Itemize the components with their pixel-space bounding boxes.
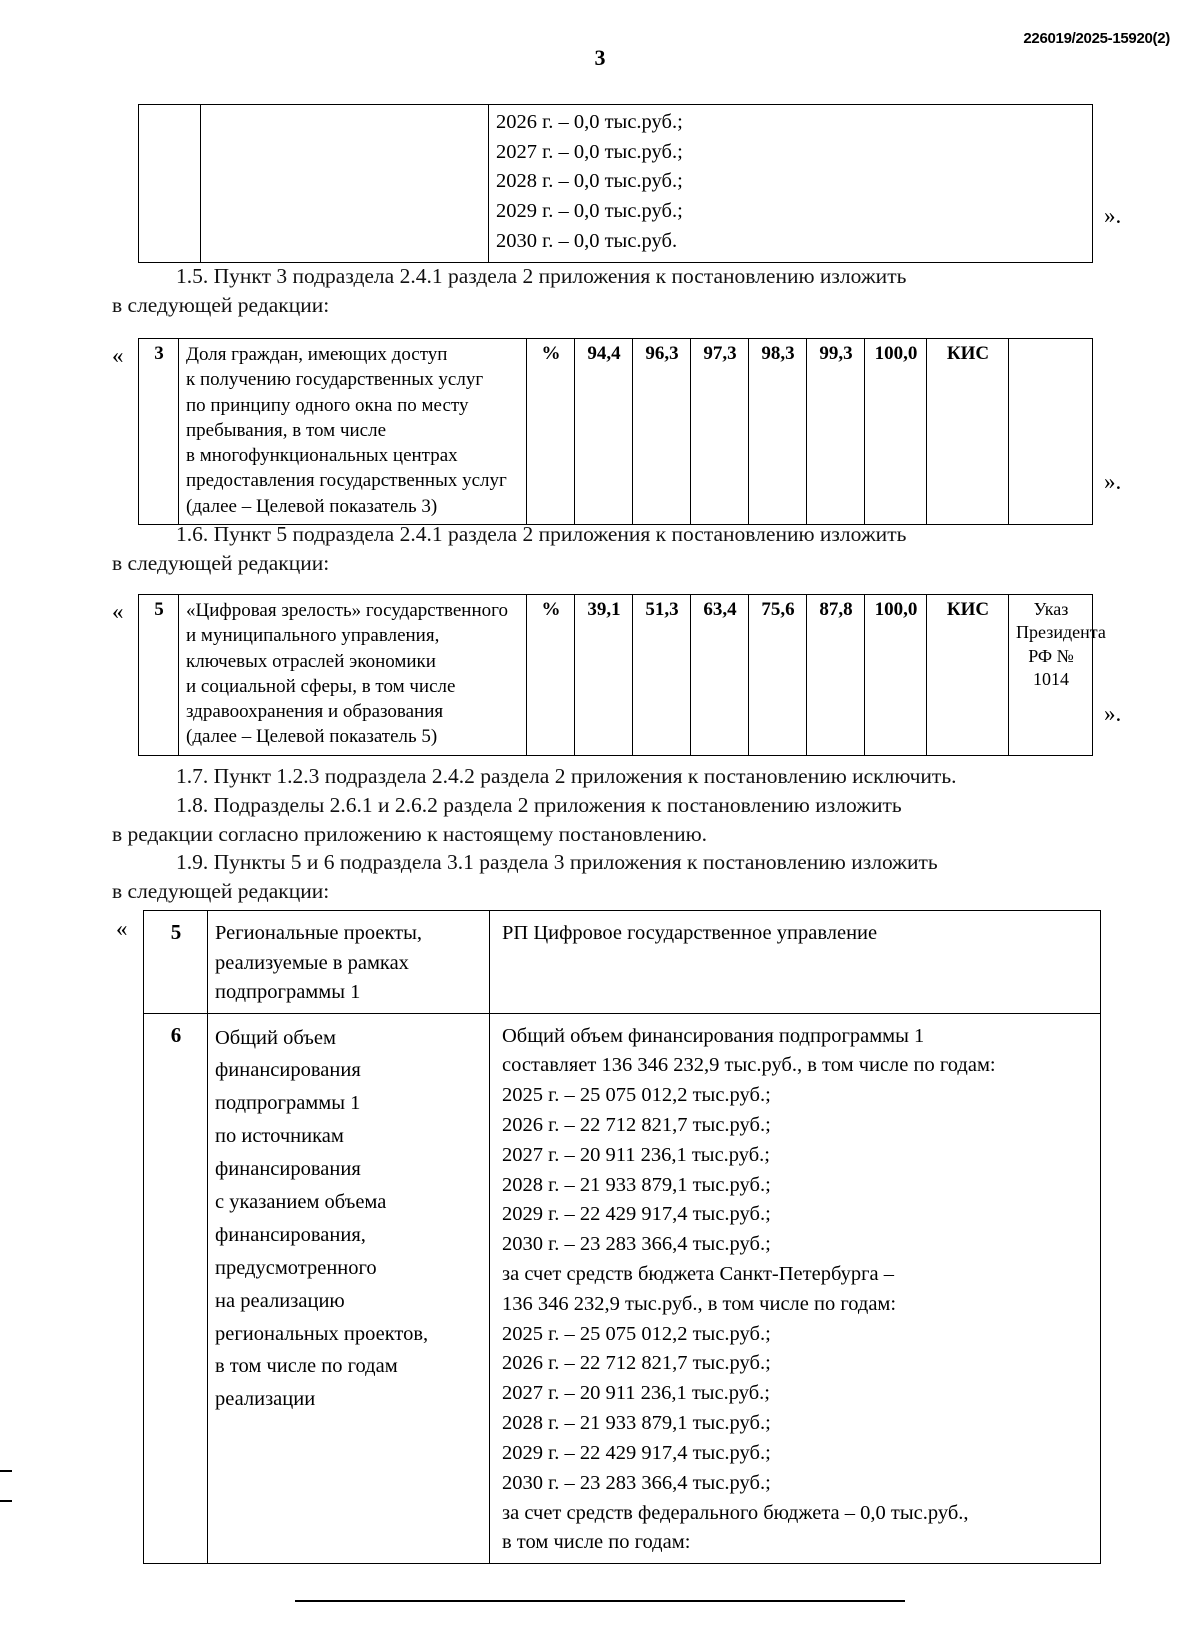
section-1-8-line-1: 1.8. Подразделы 2.6.1 и 2.6.2 раздела 2 приложения к постановлению изложить	[176, 792, 902, 817]
cell-row-number: 6	[144, 1013, 208, 1564]
value-line: составляет 136 346 232,9 тыс.руб., в том числе по годам:	[502, 1054, 996, 1077]
cell-source: КИС	[927, 339, 1009, 525]
cell-row-label	[208, 1013, 490, 1564]
cell-value-2026: 96,3	[633, 339, 691, 525]
section-1-9-line-1: 1.9. Пункты 5 и 6 подраздела 3.1 раздела 3 приложения к постановлению изложить	[176, 850, 938, 875]
table-continuation-wrapper	[138, 104, 1093, 263]
quote-open-indicator-5: «	[112, 599, 124, 624]
indicator-name-line: (далее – Целевой показатель 5)	[186, 726, 438, 748]
section-1-7: 1.7. Пункт 1.2.3 подраздела 2.4.2 раздела 2 приложения к постановлению исключить.	[176, 764, 957, 788]
table-indicator-3	[138, 338, 1093, 525]
quote-close-top: ».	[1104, 203, 1122, 228]
value-line: 2029 г. – 22 429 917,4 тыс.руб.;	[502, 1441, 771, 1464]
value-line: 2027 г. – 20 911 236,1 тыс.руб.;	[502, 1382, 771, 1405]
basis-line: Президента	[1016, 622, 1106, 643]
label-line: Общий объем	[215, 1026, 336, 1049]
indicator-name-line: к получению государственных услуг	[186, 369, 484, 391]
value-line: 2026 г. – 22 712 821,7 тыс.руб.;	[502, 1113, 771, 1136]
amount-line: 2029 г. – 0,0 тыс.руб.;	[496, 200, 683, 223]
value-line: 2030 г. – 23 283 366,4 тыс.руб.;	[502, 1233, 771, 1256]
value-line: 136 346 232,9 тыс.руб., в том числе по годам:	[502, 1292, 897, 1315]
indicator-name-line: по принципу одного окна по месту	[186, 394, 469, 416]
cell-value-2029: 99,3	[807, 339, 865, 525]
value-line: 2025 г. – 25 075 012,2 тыс.руб.;	[502, 1322, 771, 1345]
table-row-6	[144, 1013, 1101, 1564]
value-line: 2028 г. – 21 933 879,1 тыс.руб.;	[502, 1173, 771, 1196]
section-1-6-line-2: в следующей редакции:	[112, 550, 330, 575]
cell-row-value	[490, 1013, 1101, 1564]
cell-value-2027: 63,4	[691, 595, 749, 756]
quote-close-indicator-5: ».	[1104, 701, 1122, 726]
cell-source: КИС	[927, 595, 1009, 756]
table-indicator-3-wrapper	[138, 338, 1093, 525]
footer-rule	[295, 1600, 905, 1602]
cell-row-number: 5	[144, 911, 208, 1014]
value-line: в том числе по годам:	[502, 1531, 691, 1554]
section-1-5-line-2: в следующей редакции:	[112, 292, 330, 317]
label-line: реализуемые в рамках	[215, 951, 409, 974]
value-line: 2025 г. – 25 075 012,2 тыс.руб.;	[502, 1084, 771, 1107]
amount-line: 2028 г. – 0,0 тыс.руб.;	[496, 170, 683, 193]
label-line: подпрограммы 1	[215, 1092, 361, 1115]
label-line: на реализацию	[215, 1289, 345, 1312]
table-indicator-5-wrapper	[138, 594, 1106, 756]
indicator-name-line: ключевых отраслей экономики	[186, 650, 436, 672]
cell-value-2028: 98,3	[749, 339, 807, 525]
section-1-8-line-2: в редакции согласно приложению к настоящему постановлению.	[112, 821, 708, 846]
section-1-5	[112, 262, 1114, 320]
section-1-6	[112, 520, 1114, 578]
value-line: 2029 г. – 22 429 917,4 тыс.руб.;	[502, 1203, 771, 1226]
sections-1-7-to-1-9	[112, 762, 1114, 906]
value-line: 2028 г. – 21 933 879,1 тыс.руб.;	[502, 1412, 771, 1435]
cell-unit: %	[527, 339, 575, 525]
indicator-name-line: и муниципального управления,	[186, 625, 440, 647]
label-line: с указанием объема	[215, 1191, 387, 1213]
cell-value-2025: 94,4	[575, 339, 633, 525]
table-indicator-5	[138, 594, 1106, 756]
cell-amounts	[489, 105, 1093, 263]
label-line: в том числе по годам	[215, 1355, 398, 1378]
value-line: за счет средств федерального бюджета – 0,0 тыс.руб.,	[502, 1501, 969, 1524]
table-row	[139, 105, 1093, 263]
cell-value-2030: 100,0	[865, 339, 927, 525]
page-number: 3	[594, 45, 606, 70]
cell-value-2026: 51,3	[633, 595, 691, 756]
cell-value-2030: 100,0	[865, 595, 927, 756]
basis-line: РФ № 1014	[1028, 645, 1074, 690]
cell-value-2027: 97,3	[691, 339, 749, 525]
cell-value-2028: 75,6	[749, 595, 807, 756]
label-line: финансирования	[215, 1059, 361, 1082]
cell-indicator-name	[179, 339, 527, 525]
label-line: по источникам	[215, 1125, 344, 1148]
label-line: региональных проектов,	[215, 1322, 429, 1345]
table-row-5	[144, 911, 1101, 1014]
cell-value-2025: 39,1	[575, 595, 633, 756]
value-line: 2027 г. – 20 911 236,1 тыс.руб.;	[502, 1143, 771, 1166]
label-line: реализации	[215, 1388, 316, 1411]
value-line: РП Цифровое государственное управление	[502, 922, 878, 944]
amount-line: 2030 г. – 0,0 тыс.руб.	[496, 229, 678, 252]
value-line: за счет средств бюджета Санкт-Петербурга –	[502, 1263, 894, 1286]
label-line: предусмотренного	[215, 1256, 377, 1279]
section-1-5-line-1: 1.5. Пункт 3 подраздела 2.4.1 раздела 2 приложения к постановлению изложить	[176, 264, 907, 288]
section-1-9-line-2: в следующей редакции:	[112, 879, 330, 904]
cell-empty-number	[139, 105, 201, 263]
cell-empty-label	[201, 105, 489, 263]
cell-indicator-name	[179, 595, 527, 756]
indicator-name-line: Доля граждан, имеющих доступ	[186, 344, 448, 365]
indicator-name-line: здравоохранения и образования	[186, 701, 444, 723]
cell-basis	[1009, 339, 1093, 525]
cell-row-label	[208, 911, 490, 1014]
quote-open-financing: «	[116, 916, 128, 941]
table-continuation	[138, 104, 1093, 263]
indicator-name-line: в многофункциональных центрах	[186, 445, 458, 467]
document-code: 226019/2025-15920(2)	[1023, 30, 1170, 47]
value-line: 2030 г. – 23 283 366,4 тыс.руб.;	[502, 1471, 771, 1494]
label-line: Региональные проекты,	[215, 922, 423, 944]
quote-close-indicator-3: ».	[1104, 469, 1122, 494]
label-line: подпрограммы 1	[215, 981, 361, 1004]
table-row	[139, 595, 1093, 756]
indicator-name-line: предоставления государственных услуг	[186, 470, 507, 492]
section-1-6-line-1: 1.6. Пункт 5 подраздела 2.4.1 раздела 2 приложения к постановлению изложить	[176, 522, 907, 546]
cell-row-value	[490, 911, 1101, 1014]
cell-value-2029: 87,8	[807, 595, 865, 756]
table-row	[139, 339, 1093, 525]
indicator-name-line: «Цифровая зрелость» государственного	[186, 600, 508, 621]
amount-line: 2027 г. – 0,0 тыс.руб.;	[496, 140, 683, 163]
quote-open-indicator-3: «	[112, 343, 124, 368]
label-line: финансирования,	[215, 1223, 366, 1246]
value-line: Общий объем финансирования подпрограммы 1	[502, 1024, 925, 1047]
cell-basis	[1009, 595, 1106, 756]
cell-unit: %	[527, 595, 575, 756]
amount-line: 2026 г. – 0,0 тыс.руб.;	[496, 111, 683, 133]
label-line: финансирования	[215, 1158, 361, 1181]
scan-artifact-mark	[0, 1470, 12, 1472]
cell-indicator-number: 3	[139, 339, 179, 525]
scan-artifact-mark	[0, 1500, 12, 1502]
indicator-name-line: и социальной сферы, в том числе	[186, 675, 456, 697]
basis-line: Указ	[1033, 599, 1069, 619]
table-financing-wrapper	[143, 910, 1101, 1564]
indicator-name-line: (далее – Целевой показатель 3)	[186, 495, 438, 517]
indicator-name-line: пребывания, в том числе	[186, 419, 387, 441]
cell-indicator-number: 5	[139, 595, 179, 756]
value-line: 2026 г. – 22 712 821,7 тыс.руб.;	[502, 1352, 771, 1375]
table-financing	[143, 910, 1101, 1564]
